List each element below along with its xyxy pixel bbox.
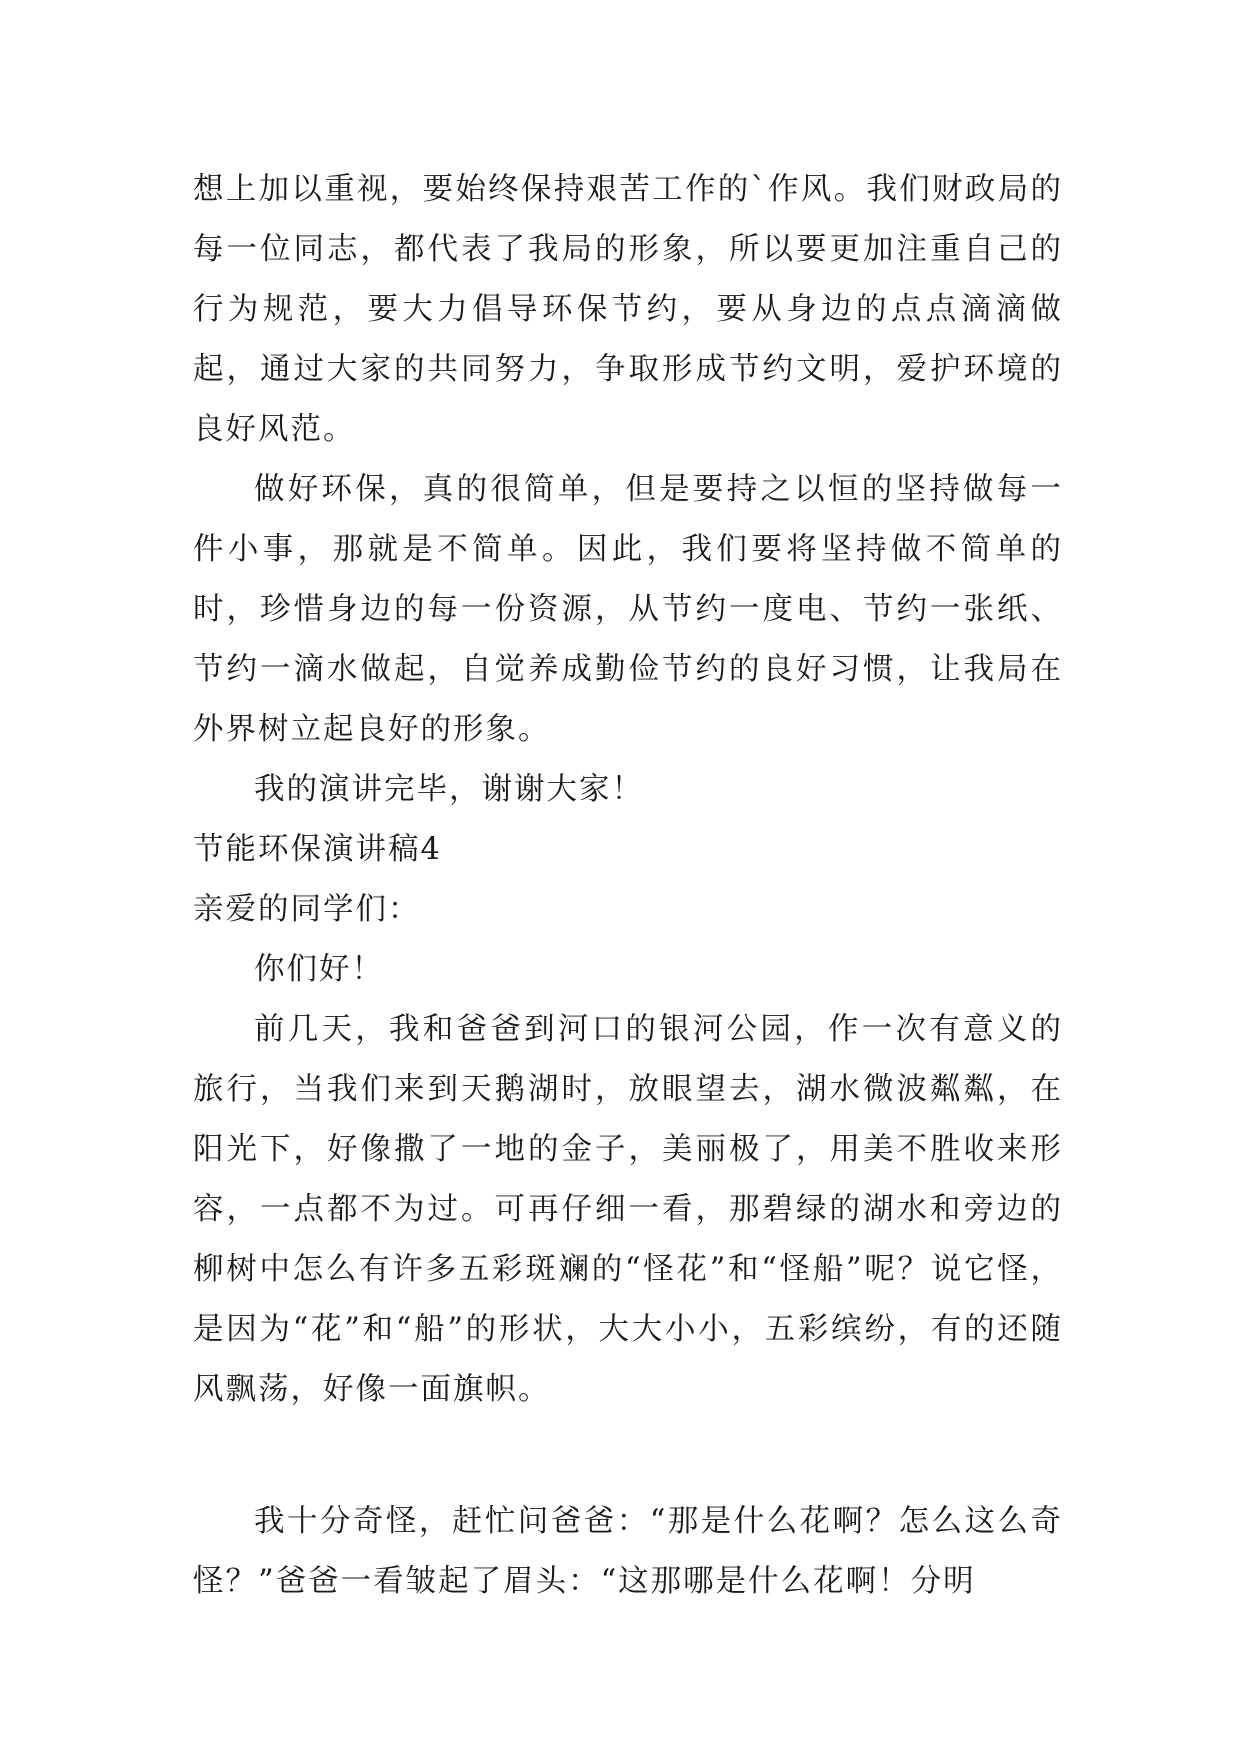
greeting: 你们好！ [254,952,384,987]
document-body [193,160,1063,1612]
paragraph-spacer [193,1420,1063,1492]
paragraph-question: 我十分奇怪，赶忙问爸爸：“那是什么花啊？怎么这么奇怪？”爸爸一看皱起了眉头：“这那哪是什么花啊！分明 [193,1504,1063,1599]
salutation: 亲爱的同学们： [193,892,421,927]
paragraph-continuation: 想上加以重视，要始终保持艰苦工作的`作风。我们财政局的每一位同志，都代表了我局的形象，所以要更加注重自己的行为规范，要大力倡导环保节约，要从身边的点点滴滴做起，通过大家的共同努力，争取形成节约文明，爱护环境的良好风范。 [193,172,1063,447]
paragraph-park-trip: 前几天，我和爸爸到河口的银河公园，作一次有意义的旅行，当我们来到天鹅湖时，放眼望去，湖水微波粼粼，在阳光下，好像撒了一地的金子，美丽极了，用美不胜收来形容，一点都不为过。可再仔细一看，那碧绿的湖水和旁边的柳树中怎么有许多五彩斑斓的“怪花”和“怪船”呢？说它怪，是因为“花”和“船”的形状，大大小小，五彩缤纷，有的还随风飘荡，好像一面旗帜。 [193,1012,1063,1407]
paragraph-environment: 做好环保，真的很简单，但是要持之以恒的坚持做每一件小事，那就是不简单。因此，我们要将坚持做不简单的时，珍惜身边的每一份资源，从节约一度电、节约一张纸、节约一滴水做起，自觉养成勤俭节约的良好习惯，让我局在外界树立起良好的形象。 [193,472,1063,747]
paragraph-closing: 我的演讲完毕，谢谢大家！ [254,772,644,807]
section-title: 节能环保演讲稿4 [193,832,442,867]
